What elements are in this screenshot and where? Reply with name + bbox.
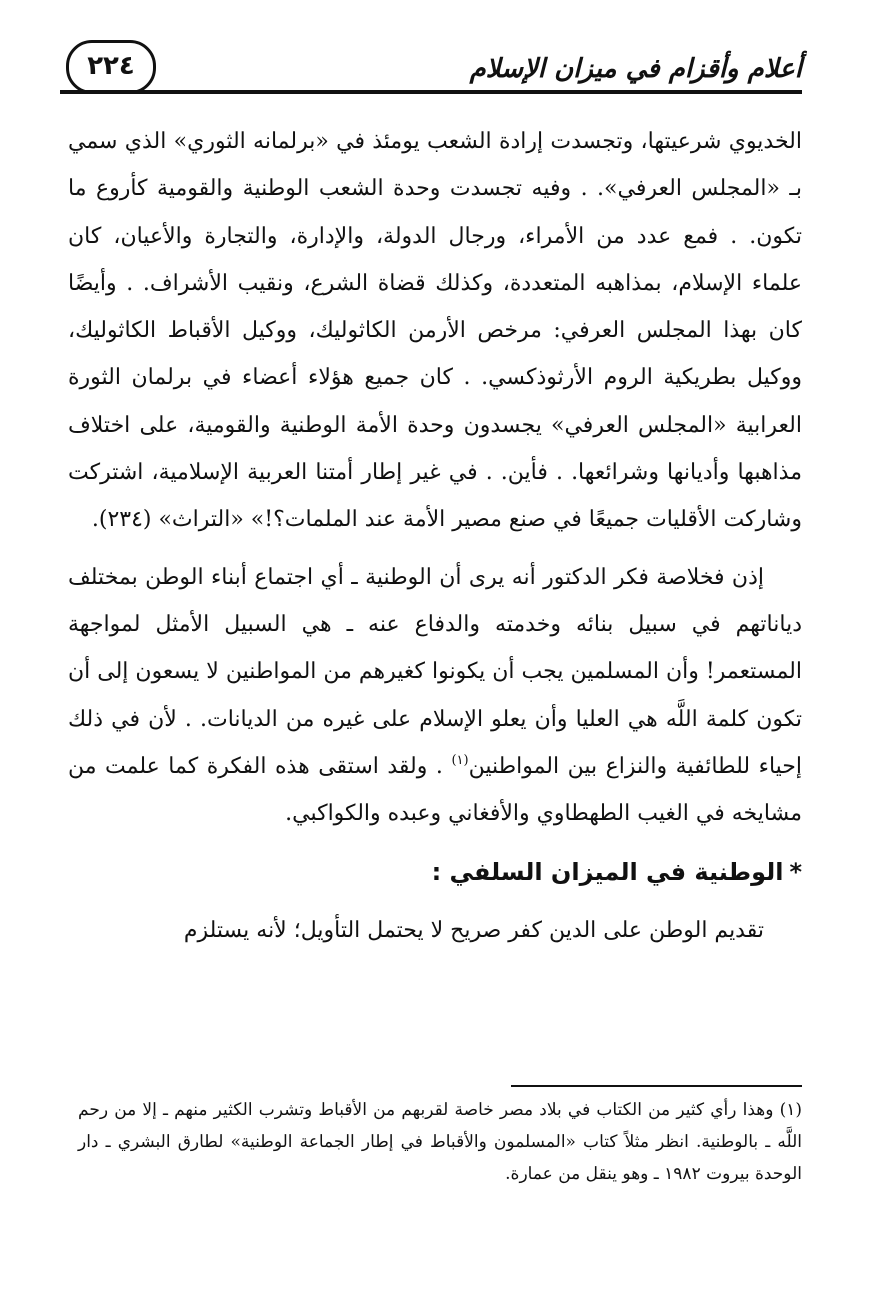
page-number: ٢٢٤ [87, 51, 135, 81]
paragraph-2-text-a: إذن فخلاصة فكر الدكتور أنه يرى أن الوطنية ـ أي اجتماع أبناء الوطن بمختلف دياناتهم في سبيل بنائه وخدمته والدفاع عنه ـ هي السبيل الأمثل لمواجهة المستعمر! وأن المسلمين يجب أن يكونوا كغيرهم من المواطنين لا يسعون إلى أن تكون كلمة اللَّه هي العليا وأن يعلو الإسلام على غيره من الديانات. . لأن في ذلك إحياء للطائفية والنزاع بين المواطنين [68, 564, 803, 779]
paragraph-3-text: تقديم الوطن على الدين كفر صريح لا يحتمل التأويل؛ لأنه يستلزم [183, 917, 764, 943]
running-header [60, 40, 802, 98]
heading-star-icon: * [789, 858, 802, 887]
footnote-1: (١) وهذا رأي كثير من الكتاب في بلاد مصر خاصة لقربهم من الأقباط وتشرب الكثير منهم ـ إلا من رحم اللَّه ـ بالوطنية. انظر مثلاً كتاب «المسلمون والأقباط في إطار الجماعة الوطنية» لطارق البشري ـ دار الوحدة بيروت ١٩٨٢ ـ وهو ينقل من عمارة. [78, 1100, 802, 1184]
page-number-frame [66, 40, 156, 94]
footnote-rule [511, 1085, 802, 1087]
book-title: أعلام وأقزام في ميزان الإسلام [469, 54, 802, 84]
paragraph-1 [68, 118, 802, 544]
section-heading [68, 849, 802, 896]
section-heading-text: الوطنية في الميزان السلفي : [431, 858, 784, 887]
paragraph-3 [68, 907, 802, 954]
footnote-reference[interactable]: (١) [451, 752, 469, 768]
paragraph-1-text: الخديوي شرعيتها، وتجسدت إرادة الشعب يومئذ في «برلمانه الثوري» الذي سمي بـ «المجلس العرفي». . وفيه تجسدت وحدة الشعب الوطنية والقومية كأروع ما تكون. . فمع عدد من الأمراء، ورجال الدولة، والإدارة، والتجارة والأعيان، كان علماء الإسلام، بمذاهبه المتعددة، وكذلك قضاة الشرع، ونقيب الأشراف. . وأيضًا كان بهذا المجلس العرفي: مرخص الأرمن الكاثوليك، ووكيل الأقباط الكاثوليك، ووكيل بطريكية الروم الأرثوذكسي. . كان جميع هؤلاء أعضاء في برلمان الثورة العرابية «المجلس العرفي» يجسدون وحدة الأمة الوطنية والقومية، على اختلاف مذاهبها وأديانها وشرائعها. . فأين. . في غير إطار أمتنا العربية الإسلامية، اشتركت وشاركت الأقليات جميعًا في صنع مصير الأمة عند الملمات؟!» «التراث» (٢٣٤). [68, 129, 803, 533]
paragraph-2 [68, 554, 802, 838]
main-text [68, 118, 802, 954]
header-rule [60, 90, 802, 94]
footnotes [78, 1094, 802, 1190]
paragraph-2-text-b: . ولقد استقى هذه الفكرة كما علمت من مشايخه في الغيب الطهطاوي والأفغاني وعبده والكواكبي. [68, 753, 802, 827]
